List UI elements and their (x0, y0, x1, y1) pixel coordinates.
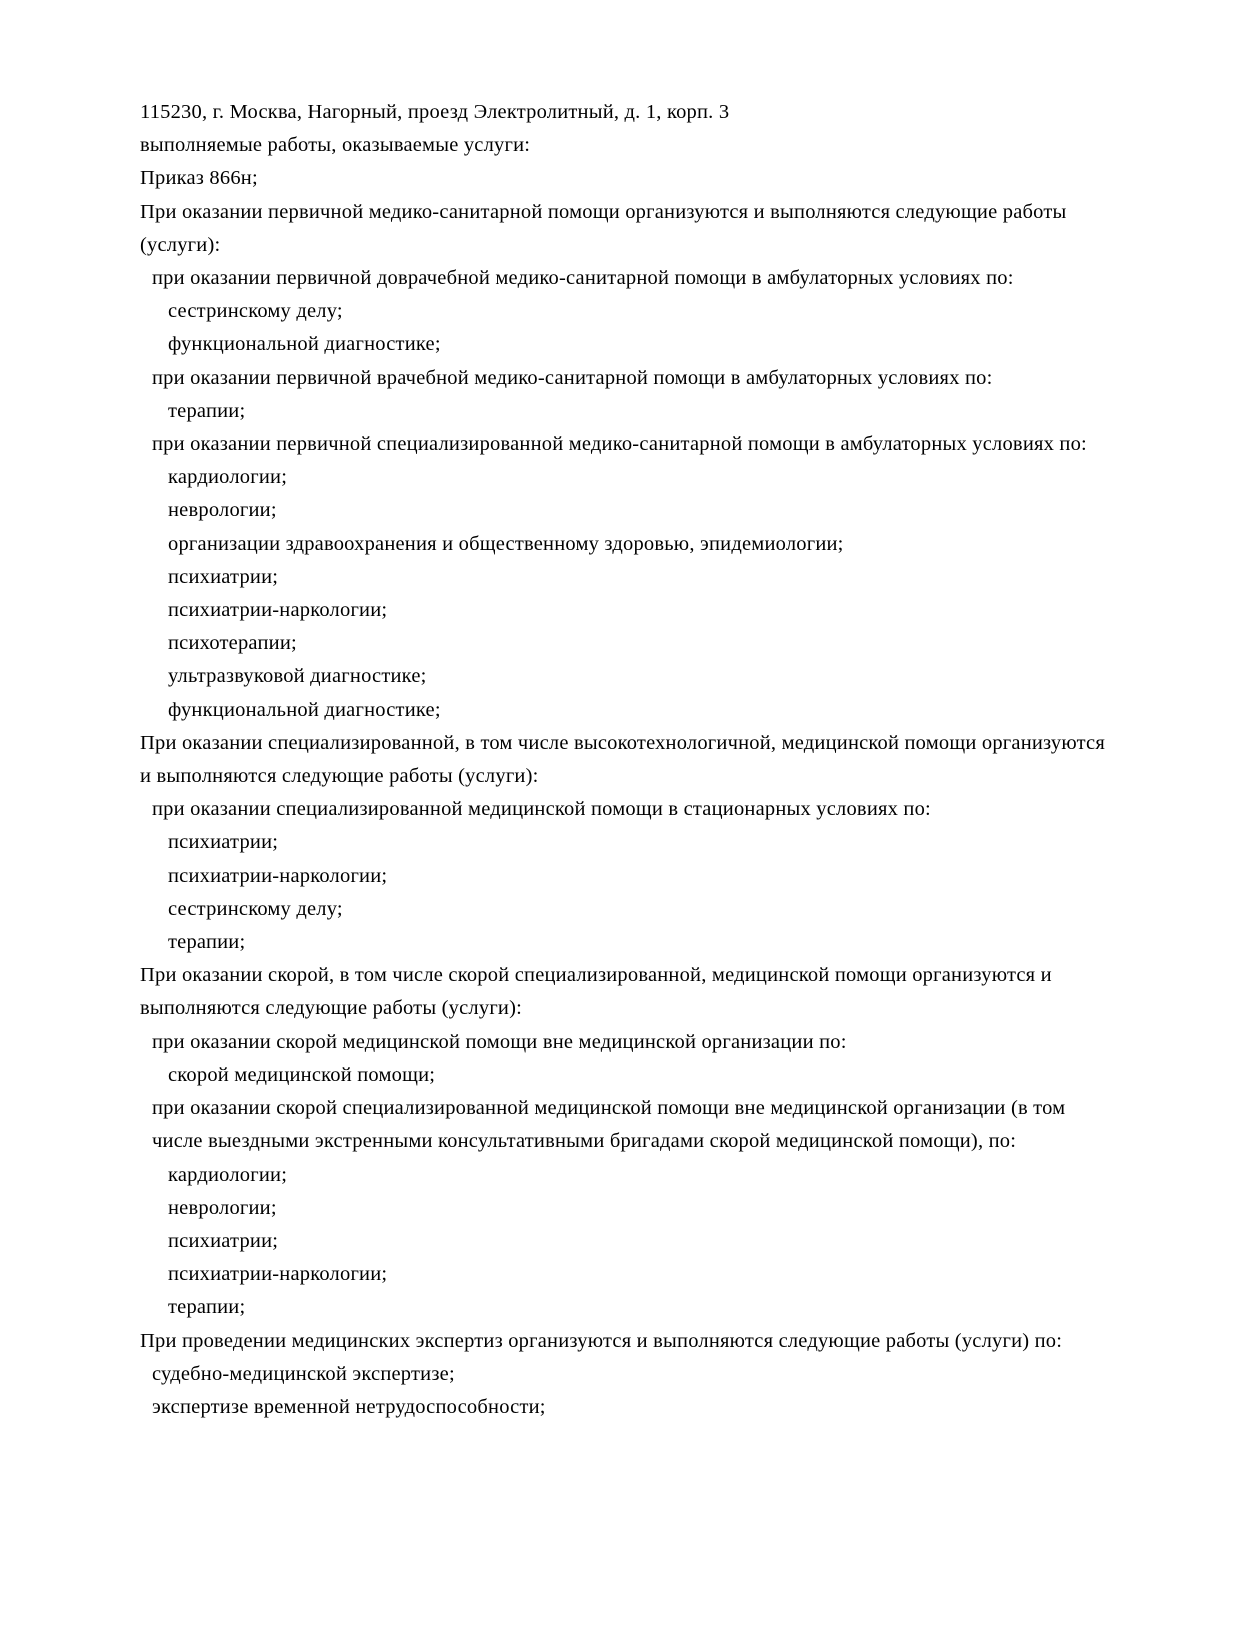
document-line: неврологии; (168, 1196, 277, 1219)
document-line: психотерапии; (168, 632, 297, 655)
document-line: Приказ 866н; (140, 167, 258, 190)
document-line: терапии; (168, 931, 246, 954)
document-line: функциональной диагностике; (168, 698, 441, 721)
document-line: судебно-медицинской экспертизе; (152, 1362, 455, 1385)
document-line: терапии; (168, 399, 246, 422)
document-line: при оказании первичной врачебной медико-санитарной помощи в амбулаторных условиях по: (152, 366, 993, 389)
document-line: сестринскому делу; (168, 897, 343, 920)
document-line: кардиологии; (168, 466, 288, 489)
document-line: неврологии; (168, 499, 277, 522)
document-line: При оказании скорой, в том числе скорой специализированной, медицинской помощи организуются и выполняются следующие работы (услуги): (140, 964, 1058, 1020)
document-line: при оказании скорой медицинской помощи вне медицинской организации по: (152, 1030, 847, 1053)
document-line: организации здравоохранения и общественному здоровью, эпидемиологии; (168, 532, 844, 555)
document-line: скорой медицинской помощи; (168, 1063, 436, 1086)
address-line: 115230, г. Москва, Нагорный, проезд Электролитный, д. 1, корп. 3 (140, 101, 730, 123)
document-line: психиатрии; (168, 831, 279, 854)
document-body (140, 96, 1111, 1424)
document-line: кардиологии; (168, 1163, 288, 1186)
document-line: при оказании специализированной медицинской помощи в стационарных условиях по: (152, 798, 931, 821)
document-line: психиатрии-наркологии; (168, 1263, 388, 1286)
document-line: При оказании первичной медико-санитарной помощи организуются и выполняются следующие работы (услуги): (140, 200, 1072, 256)
document-line: психиатрии-наркологии; (168, 599, 388, 622)
document-line: психиатрии; (168, 1229, 279, 1252)
document-line: экспертизе временной нетрудоспособности; (152, 1395, 546, 1418)
document-line: сестринскому делу; (168, 300, 343, 323)
document-line: при оказании первичной доврачебной медико-санитарной помощи в амбулаторных условиях по: (152, 267, 1014, 290)
document-line: психиатрии; (168, 565, 279, 588)
document-line: при оказании первичной специализированной медико-санитарной помощи в амбулаторных условиях по: (152, 433, 1087, 456)
document-line: ультразвуковой диагностике; (168, 665, 427, 688)
document-line: психиатрии-наркологии; (168, 864, 388, 887)
document-lines (140, 129, 1111, 1424)
document-line: При оказании специализированной, в том числе высокотехнологичной, медицинской помощи организуются и выполняются следующие работы (услуги): (140, 731, 1111, 788)
document-line: При проведении медицинских экспертиз организуются и выполняются следующие работы (услуги) по: (140, 1329, 1063, 1352)
document-line: выполняемые работы, оказываемые услуги: (140, 134, 531, 157)
document-line: при оказании скорой специализированной медицинской помощи вне медицинской организации (в том числе выездными экстренными консультативными бригадами скорой медицинской помощи), по: (152, 1097, 1071, 1153)
document-line: терапии; (168, 1296, 246, 1319)
document-line: функциональной диагностике; (168, 333, 441, 356)
